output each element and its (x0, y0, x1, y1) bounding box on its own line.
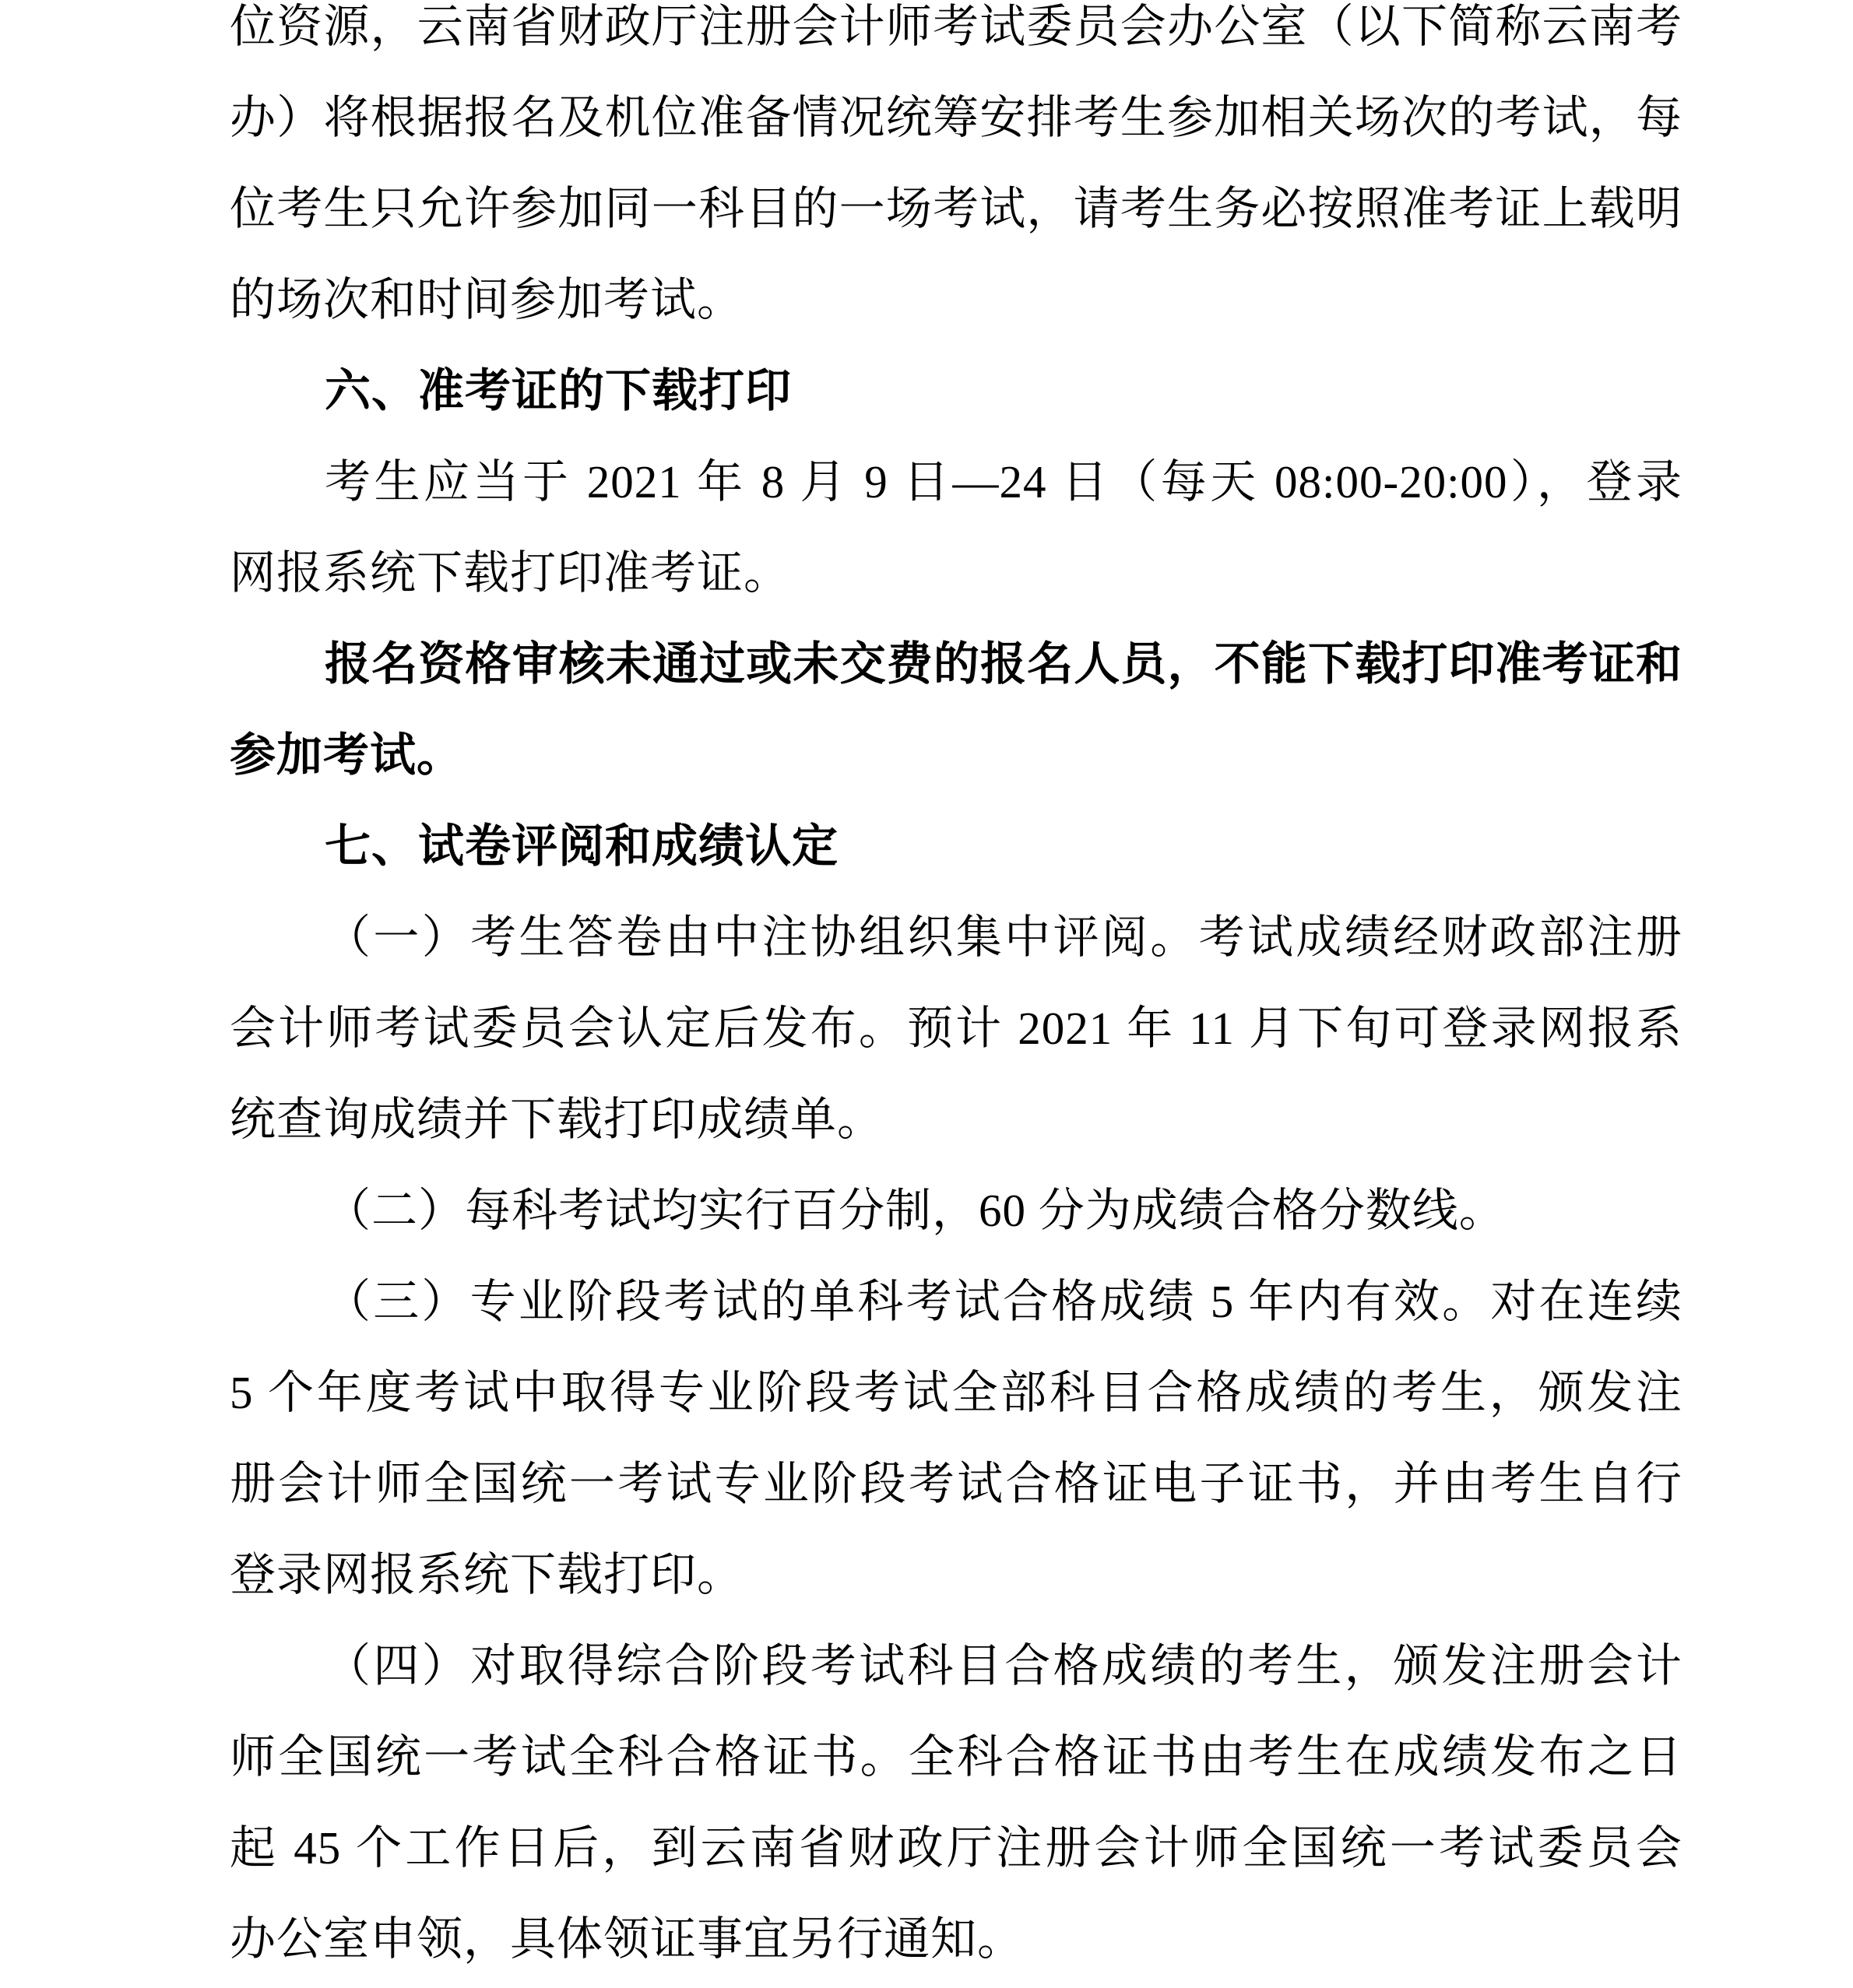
section-heading: 六、准考证的下载打印 (325, 365, 793, 416)
body-line: 会计师考试委员会认定后发布。预计 2021 年 11 月下旬可登录网报系 (230, 1003, 1682, 1054)
emphasis-line: 参加考试。 (230, 729, 464, 781)
emphasis-line: 报名资格审核未通过或未交费的报名人员，不能下载打印准考证和 (325, 638, 1682, 690)
body-line: 位资源，云南省财政厅注册会计师考试委员会办公室（以下简称云南考 (230, 1, 1682, 52)
body-line: （三）专业阶段考试的单科考试合格成绩 5 年内有效。对在连续 (325, 1276, 1682, 1327)
text-block (230, 0, 1682, 1985)
body-line: 统查询成绩并下载打印成绩单。 (230, 1094, 884, 1145)
body-line: 5 个年度考试中取得专业阶段考试全部科目合格成绩的考生，颁发注 (230, 1367, 1682, 1418)
body-line: 登录网报系统下载打印。 (230, 1549, 744, 1600)
body-line: 的场次和时间参加考试。 (230, 274, 744, 325)
body-line: 考生应当于 2021 年 8 月 9 日—24 日（每天 08:00-20:00），登录 (325, 456, 1682, 508)
body-line: 册会计师全国统一考试专业阶段考试合格证电子证书，并由考生自行 (230, 1458, 1682, 1509)
body-line: （二）每科考试均实行百分制，60 分为成绩合格分数线。 (325, 1185, 1506, 1236)
body-line: 位考生只允许参加同一科目的一场考试，请考生务必按照准考证上载明 (230, 183, 1682, 234)
body-line: （四）对取得综合阶段考试科目合格成绩的考生，颁发注册会计 (325, 1640, 1682, 1691)
body-line: 办）将根据报名及机位准备情况统筹安排考生参加相关场次的考试，每 (230, 92, 1682, 143)
body-line: 师全国统一考试全科合格证书。全科合格证书由考生在成绩发布之日 (230, 1731, 1682, 1783)
body-line: 办公室申领，具体领证事宜另行通知。 (230, 1913, 1025, 1965)
body-line: 起 45 个工作日后，到云南省财政厅注册会计师全国统一考试委员会 (230, 1822, 1682, 1874)
section-heading: 七、试卷评阅和成绩认定 (325, 820, 839, 872)
body-line: 网报系统下载打印准考证。 (230, 547, 791, 599)
body-line: （一）考生答卷由中注协组织集中评阅。考试成绩经财政部注册 (325, 911, 1682, 963)
